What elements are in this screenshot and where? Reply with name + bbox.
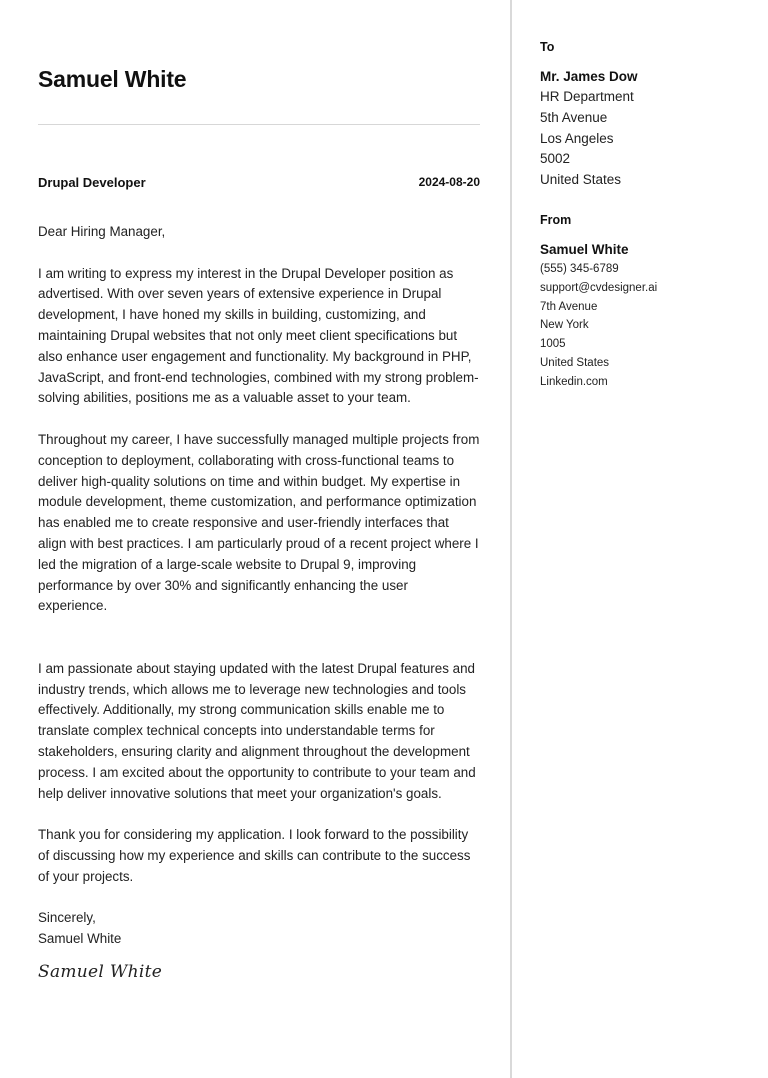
sender-city: New York	[540, 319, 589, 332]
paragraph-experience: Throughout my career, I have successfully managed multiple projects from conception to deployment, collaborating with cross-functional teams to deliver high-quality solutions on time and within budget. My expertise in module development, theme customization, and performance optimization has enabled me to create responsive and user-friendly interfaces that align with best practices. I am particularly proud of a recent project where I led the migration of a large-scale website to Drupal 9, improving performance by over 30% and significantly enhancing the user experience.	[38, 431, 480, 614]
letter-body	[38, 222, 480, 983]
paragraph-passion: I am passionate about staying updated with the latest Drupal features and industry trends, which allows me to leverage new technologies and tools effectively. Additionally, my strong communication skills enable me to translate complex technical concepts into understandable terms for stakeholders, ensuring clarity and alignment throughout the development process. I am excited about the opportunity to contribute to your team and help deliver innovative solutions that meet your organization's goals.	[38, 660, 476, 801]
sender-linkedin: Linkedin.com	[540, 375, 608, 388]
paragraph-intro: I am writing to express my interest in the Drupal Developer position as advertised. With over seven years of extensive experience in Drupal development, I have honed my skills in building, customizing, and maintaining Drupal websites that not only meet client specifications but also enhance user engagement and functionality. My background in PHP, JavaScript, and front-end technologies, combined with my strong problem-solving abilities, positions me as a valuable asset to your team.	[38, 265, 479, 406]
sender-contact	[540, 260, 657, 392]
recipient-department: HR Department	[540, 89, 634, 104]
applicant-name: Samuel White	[38, 66, 187, 92]
sender-country: United States	[540, 356, 610, 369]
from-label: From	[540, 213, 572, 227]
recipient-city: Los Angeles	[540, 130, 614, 146]
recipient-postal-code: 5002	[540, 151, 571, 167]
job-title: Drupal Developer	[38, 175, 146, 190]
paragraph-thanks: Thank you for considering my application. I look forward to the possibility of discussing how my experience and skills can contribute to the success of your projects.	[38, 827, 471, 884]
recipient-address	[540, 87, 634, 191]
sender-postal-code: 1005	[540, 338, 566, 351]
closing: Sincerely,	[38, 910, 96, 926]
closing-name: Samuel White	[38, 931, 122, 947]
column-divider	[510, 0, 512, 1078]
to-label: To	[540, 40, 555, 54]
recipient-street: 5th Avenue	[540, 109, 608, 125]
sender-name: Samuel White	[540, 242, 629, 257]
letter-date: 2024-08-20	[418, 175, 480, 189]
sender-street: 7th Avenue	[540, 300, 598, 313]
greeting: Dear Hiring Manager,	[38, 224, 166, 239]
sender-email: support@cvdesigner.ai	[540, 281, 658, 294]
recipient-country: United States	[540, 172, 622, 188]
recipient-name: Mr. James Dow	[540, 69, 638, 84]
header-divider	[38, 124, 480, 125]
signature: Samuel White	[38, 961, 163, 982]
sender-phone: (555) 345-6789	[540, 263, 619, 275]
